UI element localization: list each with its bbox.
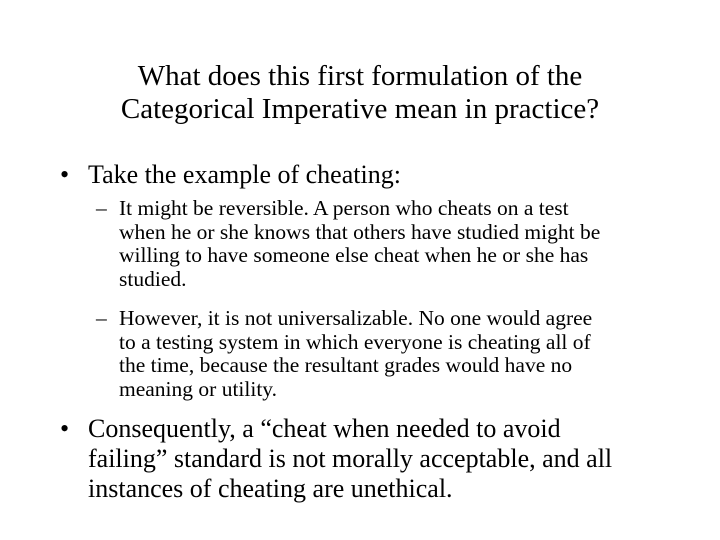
text-line: instances of cheating are unethical. [88,474,453,503]
text-line: the time, because the resultant grades would have no [119,353,573,377]
bullet-marker: • [60,160,70,189]
bullet-text: Take the example of cheating: [88,160,401,189]
slide-title [60,60,660,126]
sub-bullet-marker: – [96,196,107,220]
text-line: to a testing system in which everyone is cheating all of [119,329,591,354]
sub-bullet-marker: – [96,306,107,330]
text-line: However, it is not universalizable. No one would agree [119,306,593,330]
text-line: meaning or utility. [119,376,278,401]
text-line: It might be reversible. A person who cheats on a test [119,196,569,220]
sub-bullet-text [119,307,679,401]
bullet-text [88,414,688,504]
text-line: Consequently, a “cheat when needed to avoid [88,414,561,443]
text-line: failing” standard is not morally acceptable, and all [88,444,613,473]
title-line: What does this first formulation of the [137,60,583,92]
title-line: Categorical Imperative mean in practice? [120,93,600,125]
text-line: when he or she knows that others have studied might be [119,219,601,244]
bullet-marker: • [60,414,70,443]
text-line: willing to have someone else cheat when he or she has [119,243,589,267]
sub-bullet-text [119,197,679,291]
text-line: studied. [119,266,187,291]
